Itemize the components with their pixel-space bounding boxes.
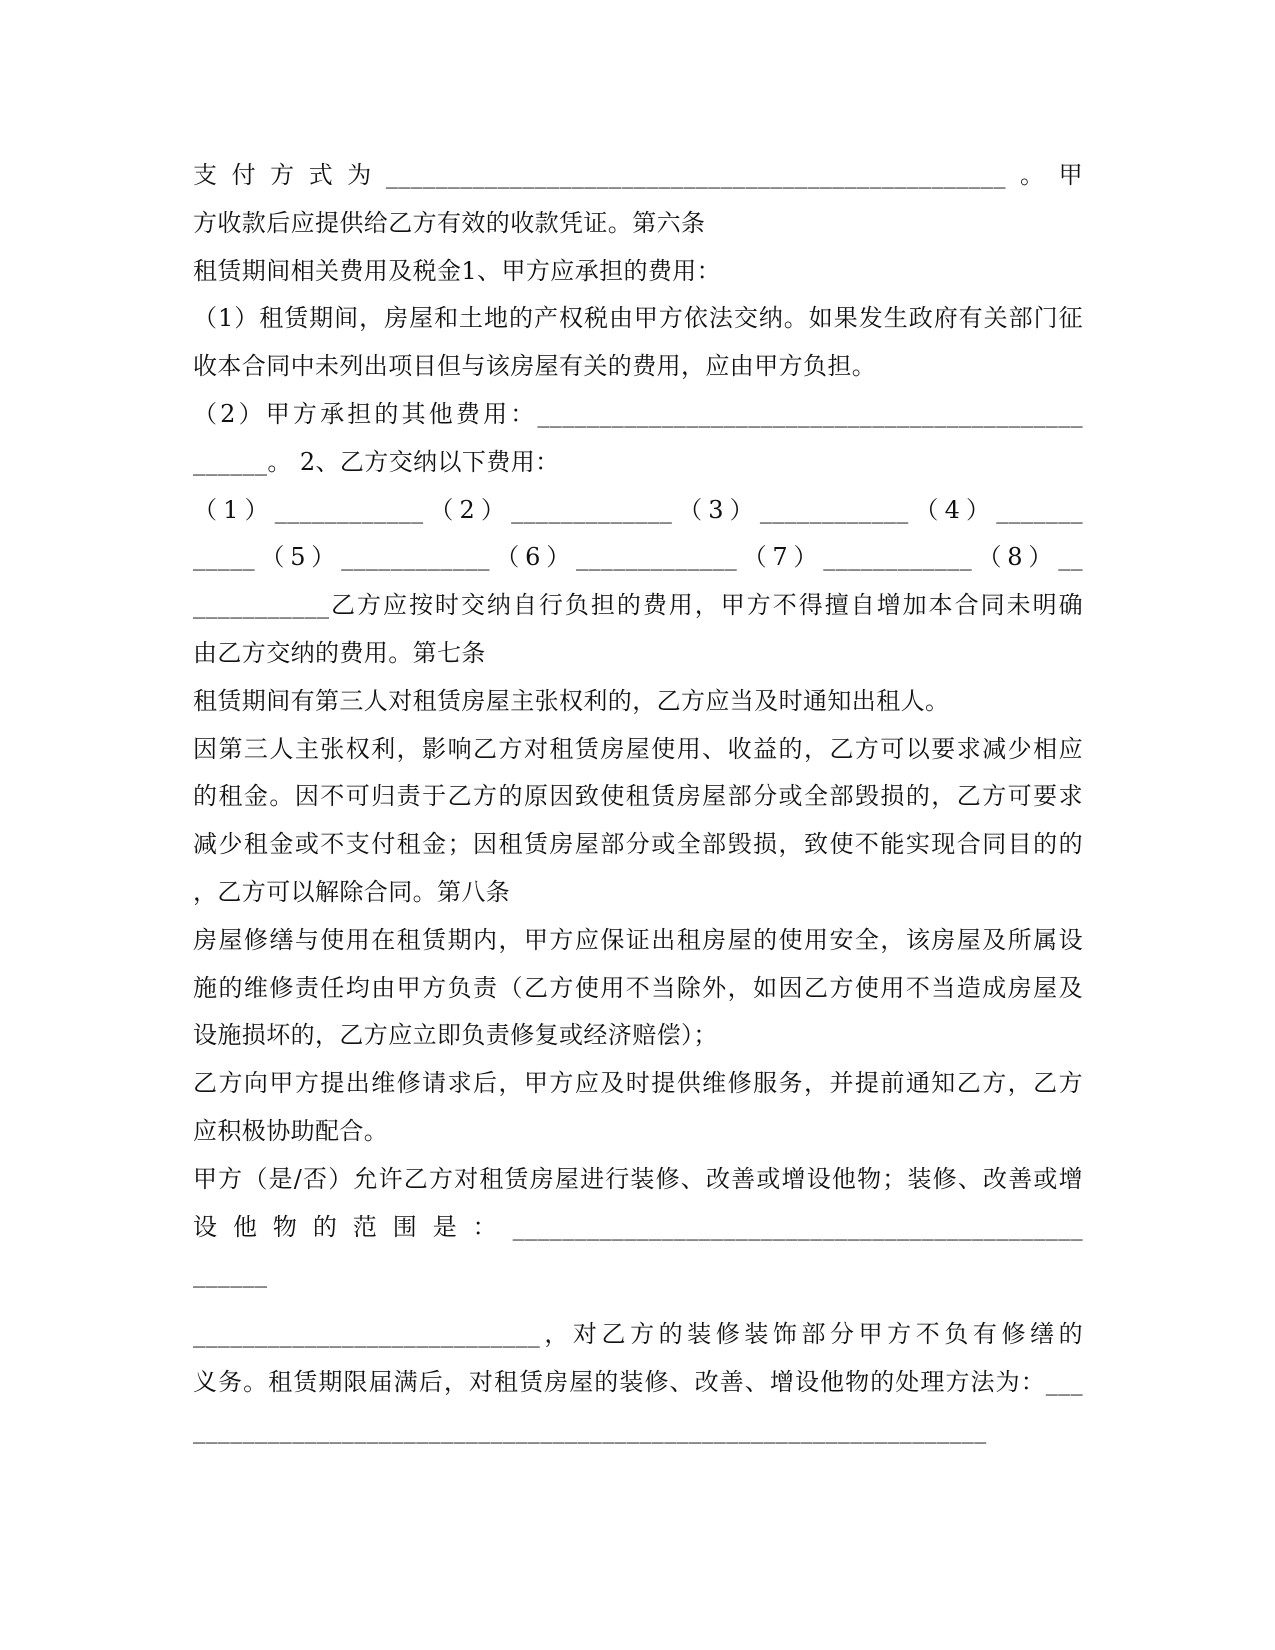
text-line: 由乙方交纳的费用。第七条	[193, 638, 486, 667]
text-line: （1）____________（2）_____________（3）____________（4）_______	[193, 495, 1083, 524]
text-line: 收本合同中未列出项目但与该房屋有关的费用，应由甲方负担。	[193, 352, 877, 381]
text-line: 施的维修责任均由甲方负责（乙方使用不当除外，如因乙方使用不当造成房屋及	[193, 973, 1083, 1002]
text-line: 减少租金或不支付租金；因租赁房屋部分或全部毁损，致使不能实现合同目的的	[193, 830, 1083, 859]
text-line: 甲方（是/否）允许乙方对租赁房屋进行装修、改善或增设他物；装修、改善或增	[193, 1164, 1083, 1193]
text-line: 支付方式为__________________________________________________。甲	[193, 161, 1083, 189]
text-line: 因第三人主张权利，影响乙方对租赁房屋使用、收益的，乙方可以要求减少相应	[193, 734, 1083, 763]
contract-body-text	[193, 152, 1083, 1455]
text-line: （1）租赁期间，房屋和土地的产权税由甲方依法交纳。如果发生政府有关部门征	[193, 304, 1083, 333]
text-line: 租赁期间相关费用及税金1、甲方应承担的费用：	[193, 256, 722, 285]
text-line: ______。 2、乙方交纳以下费用：	[193, 447, 560, 476]
text-line: 应积极协助配合。	[193, 1116, 389, 1145]
text-line: _____（5）____________（6）_____________（7）____________（8）__	[193, 543, 1083, 572]
text-line: ________________________________________________________________	[193, 1415, 987, 1444]
text-line: ____________________________，对乙方的装修装饰部分甲方不负有修缮的	[193, 1320, 1083, 1349]
text-line: 设施损坏的，乙方应立即负责修复或经济赔偿）；	[193, 1021, 718, 1050]
text-line: 房屋修缮与使用在租赁期内，甲方应保证出租房屋的使用安全，该房屋及所属设	[193, 925, 1083, 954]
text-line: 租赁期间有第三人对租赁房屋主张权利的，乙方应当及时通知出租人。	[193, 686, 950, 715]
text-line: ___________乙方应按时交纳自行负担的费用，甲方不得擅自增加本合同未明确	[193, 591, 1083, 620]
text-line: 设他物的范围是：______________________________________________	[193, 1212, 1083, 1241]
text-line: （2）甲方承担的其他费用：____________________________________________	[193, 399, 1083, 428]
text-line: 方收款后应提供给乙方有效的收款凭证。第六条	[193, 208, 706, 237]
text-line: 的租金。因不可归责于乙方的原因致使租赁房屋部分或全部毁损的，乙方可要求	[193, 782, 1083, 811]
text-line: ，乙方可以解除合同。第八条	[193, 877, 511, 906]
text-line: ______	[193, 1260, 268, 1289]
text-line: 义务。租赁期限届满后，对租赁房屋的装修、改善、增设他物的处理方法为：___	[193, 1368, 1083, 1397]
text-line: 乙方向甲方提出维修请求后，甲方应及时提供维修服务，并提前通知乙方，乙方	[193, 1069, 1083, 1098]
